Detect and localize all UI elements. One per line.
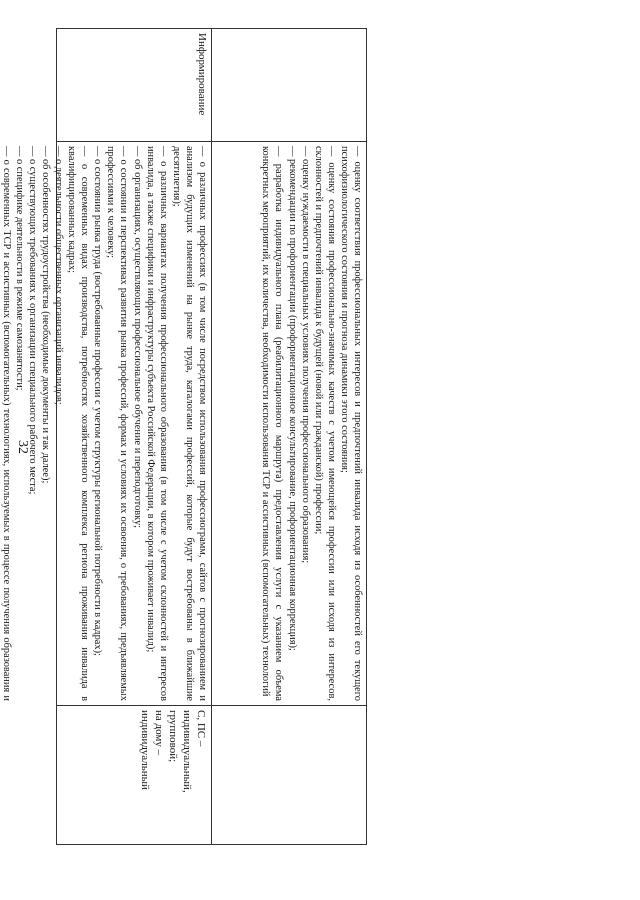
list-item: — об организациях, осуществляющих профессиональное обучение и переподготовку;: [131, 146, 143, 529]
format-cell: [212, 706, 366, 845]
list-item: — о состоянии рынка труда (востребованные профессии с учетом структуры региональной потребности в кадрах);: [92, 146, 104, 656]
list-item: — рекомендации по профориентации (профориентационное консультирование, профориентационная коррекция);: [286, 146, 298, 651]
list-item: — о различных профессиях (в том числе посредством использования профессиограмм, сайтов с прогнозированием и анализом будущих изменений на рынке труда, каталогами профессий, которые будут востребованы в ближайшие десятилетия);: [170, 146, 208, 701]
list-item: — оценку соответствия профессиональных интересов и предпочтений инвалида исходя из особенностей его текущего психофизиологического состояния и прогноза динамики этого состояния;: [338, 146, 363, 701]
category-cell: [212, 28, 366, 142]
list-item: — разработка индивидуального плана (реабилитационного маршрута) предоставления услуги с указанием объема конкретных мероприятий, их количества, необходимости использования ТСР и ассистивных (вспомогательных) технологий: [260, 146, 285, 701]
list-item: — об особенностях трудоустройства (необходимые документы и так далее);: [39, 146, 51, 484]
list-item: — о различных вариантах получения профессионального образования (в том числе с учетом склонностей и интересов инвалида, а также специфики и инфраструктуры субъекта Российской Федерации, в котором проживает инвалид);: [144, 146, 169, 701]
list-item: — о современных видах производства, потребностях хозяйственного комплекса региона проживания инвалида в квалифицированных кадрах;: [66, 146, 91, 701]
format-cell: С, ПС – индивидуальный, групповой; на дому – индивидуальный: [57, 706, 211, 845]
list-item: — о специфике деятельности в режиме самозанятости;: [13, 146, 25, 391]
list-item: — о состоянии и перспективах развития рынка профессий, формах и условиях их освоения, о требованиях, предъявляемых профессиями к человеку;: [105, 146, 130, 701]
list-item: — о существующих требованиях к организации специального рабочего места;: [26, 146, 38, 495]
items-cell: [212, 142, 366, 706]
list-item: — оценку нуждаемости в специальных условиях получения профессионального образования;: [299, 146, 311, 564]
list-item: — о деятельности общественных организаций инвалидов;: [52, 146, 64, 405]
page-number: 32: [15, 440, 30, 454]
category-cell: Информирование: [57, 28, 211, 142]
list-item: — о современных ТСР и ассистивных (вспомогательных) технологиях, используемых в процессе получения образования и: [0, 146, 12, 701]
table-row-continued: [211, 28, 367, 845]
list-item: — оценку состояния профессионально-значимых качеств с учетом имеющейся профессии или исходя из интересов, склонностей и предпочтений инвалида к будущей (новой или гражданской) профессии;: [312, 146, 337, 701]
